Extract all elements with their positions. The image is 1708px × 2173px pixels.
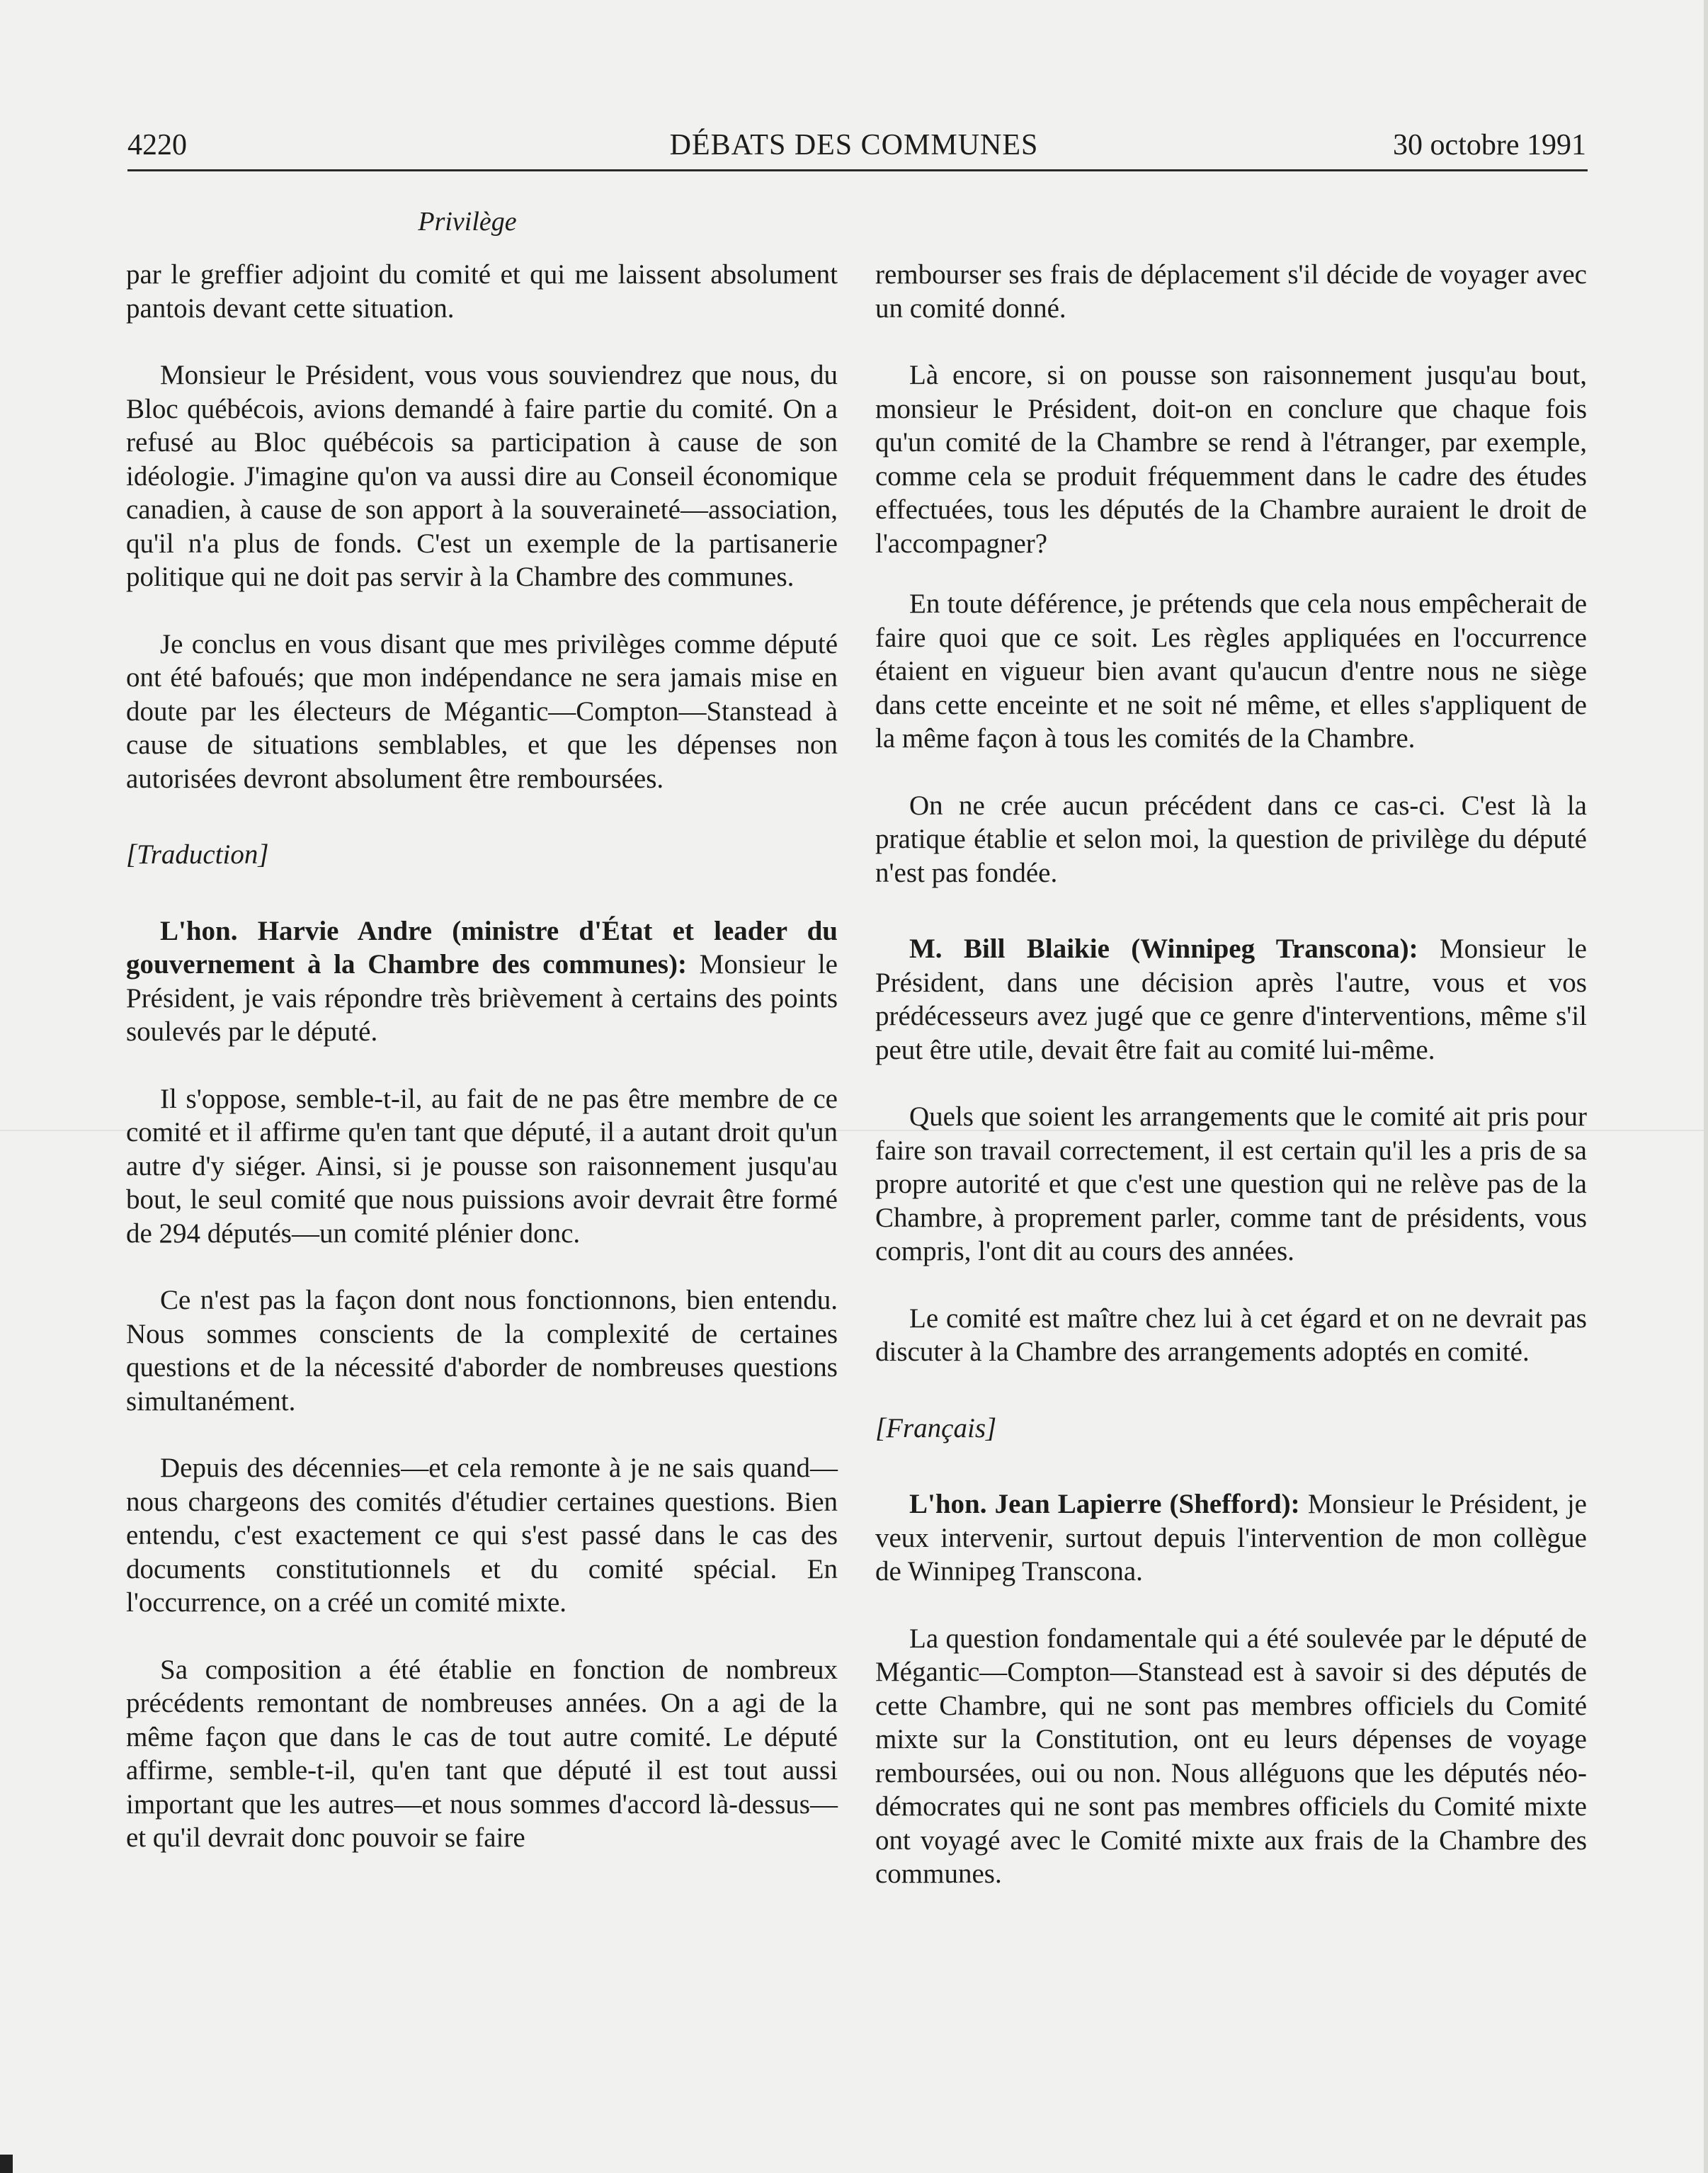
paragraph: Il s'oppose, semble-t-il, au fait de ne pas être membre de ce comité et il affirme qu'en tant que député, il a autant droit qu'un autre d'y siéger. Ainsi, si je pousse son raisonnement jusqu'au bout, le seul comité que nous puissions avoir devrait être formé de 294 députés—un comité plénier donc.: [126, 1083, 838, 1249]
right-column: [875, 258, 1587, 1891]
section-title: Privilège: [418, 207, 517, 237]
speech-paragraph: [126, 914, 838, 1049]
paragraph: Ce n'est pas la façon dont nous fonctionnons, bien entendu. Nous sommes conscients de la complexité de certaines questions et de la nécessité d'aborder de nombreuses questions simultanément.: [126, 1285, 838, 1417]
paragraph: Depuis des décennies—et cela remonte à je ne sais quand—nous chargeons des comités d'étudier certaines questions. Bien entendu, c'est exactement ce qui s'est passé dans le cas des documents constitutionnels et du comité spécial. En l'occurrence, on a créé un comité mixte.: [126, 1453, 838, 1618]
paragraph: En toute déférence, je prétends que cela nous empêcherait de faire quoi que ce soit. Les règles appliquées en l'occurrence étaient en vigueur bien avant qu'aucun d'entre nous ne siège dans cette enceinte et ne soit né même, et elles s'appliquent de la même façon à tous les comités de la Chambre.: [875, 589, 1587, 754]
paragraph: Quels que soient les arrangements que le comité ait pris pour faire son travail correctement, il est certain qu'il les a pris de sa propre autorité et que c'est une question qui ne relève pas de la Chambre, à proprement parler, comme tant de présidents, vous compris, l'ont dit au cours des années.: [875, 1101, 1587, 1266]
paragraph: Monsieur le Président, vous vous souviendrez que nous, du Bloc québécois, avions demandé à faire partie du comité. On a refusé au Bloc québécois sa participation à cause de son idéologie. J'imagine qu'on va aussi dire au Conseil économique canadien, à cause de son apport à la souveraineté—association, qu'il n'a plus de fonds. C'est un exemple de la partisanerie politique qui ne doit pas servir à la Chambre des communes.: [126, 360, 838, 592]
speaker-name: L'hon. Harvie Andre (ministre d'État et leader du gouvernement à la Chambre des communes):: [126, 915, 838, 980]
language-marker: [Traduction]: [126, 839, 269, 870]
header-rule: [127, 169, 1588, 171]
speech-text: Monsieur le Président, je vais répondre très brièvement à certains des points soulevés par le député.: [126, 949, 838, 1047]
speech-paragraph: [875, 932, 1587, 1067]
language-marker: [Français]: [875, 1412, 997, 1443]
page-edge: [1704, 0, 1708, 2173]
paragraph: La question fondamentale qui a été soulevée par le député de Mégantic—Compton—Stanstead est à savoir si des députés de cette Chambre, qui ne sont pas membres officiels du Comité mixte sur la Constitution, ont eu leurs dépenses de voyage remboursées, oui ou non. Nous alléguons que les députés néo-démocrates qui ne sont pas membres officiels du Comité mixte ont voyagé avec le Comité mixte aux frais de la Chambre des communes.: [875, 1623, 1587, 1889]
paragraph: Je conclus en vous disant que mes privilèges comme député ont été bafoués; que mon indépendance ne sera jamais mise en doute par les électeurs de Mégantic—Compton—Stanstead à cause de situations semblables, et que les dépenses non autorisées devront absolument être remboursées.: [126, 628, 838, 794]
page-date: 30 octobre 1991: [1393, 129, 1586, 161]
speaker-name: M. Bill Blaikie (Winnipeg Transcona):: [909, 934, 1418, 964]
paragraph: Là encore, si on pousse son raisonnement jusqu'au bout, monsieur le Président, doit-on en conclure que chaque fois qu'un comité de la Chambre se rend à l'étranger, par exemple, comme cela se produit fréquemment dans le cadre des études effectuées, tous les députés de la Chambre auraient le droit de l'accompagner?: [875, 360, 1587, 559]
speech-text: Monsieur le Président, dans une décision après l'autre, vous et vos prédécesseurs avez jugé que ce genre d'interventions, même s'il peut être utile, devait être fait au comité lui-même.: [875, 934, 1587, 1065]
speech-paragraph: [875, 1487, 1587, 1589]
page-number: 4220: [127, 129, 187, 161]
paper-fold: [0, 1130, 1708, 1131]
paragraph: On ne crée aucun précédent dans ce cas-ci. C'est là la pratique établie et selon moi, la question de privilège du député n'est pas fondée.: [875, 790, 1587, 888]
running-title: DÉBATS DES COMMUNES: [669, 129, 1039, 161]
paragraph: Sa composition a été établie en fonction de nombreux précédents remontant de nombreuses années. On a agi de la même façon que dans le cas de tout autre comité. Le député affirme, semble-t-il, qu'en tant que député il est tout aussi important que les autres—et nous sommes d'accord là-dessus—et qu'il devrait donc pouvoir se faire: [126, 1654, 838, 1853]
paragraph-continued: rembourser ses frais de déplacement s'il décide de voyager avec un comité donné.: [875, 259, 1587, 324]
scan-corner: [0, 2155, 13, 2173]
paragraph: Le comité est maître chez lui à cet égard et on ne devrait pas discuter à la Chambre des arrangements adoptés en comité.: [875, 1303, 1587, 1367]
paragraph-continued: par le greffier adjoint du comité et qui me laissent absolument pantois devant cette situation.: [126, 259, 838, 324]
speaker-name: L'hon. Jean Lapierre (Shefford):: [909, 1489, 1300, 1519]
left-column: [126, 258, 838, 1855]
speech-text: Monsieur le Président, je veux intervenir, surtout depuis l'intervention de mon collègue de Winnipeg Transcona.: [875, 1489, 1587, 1587]
